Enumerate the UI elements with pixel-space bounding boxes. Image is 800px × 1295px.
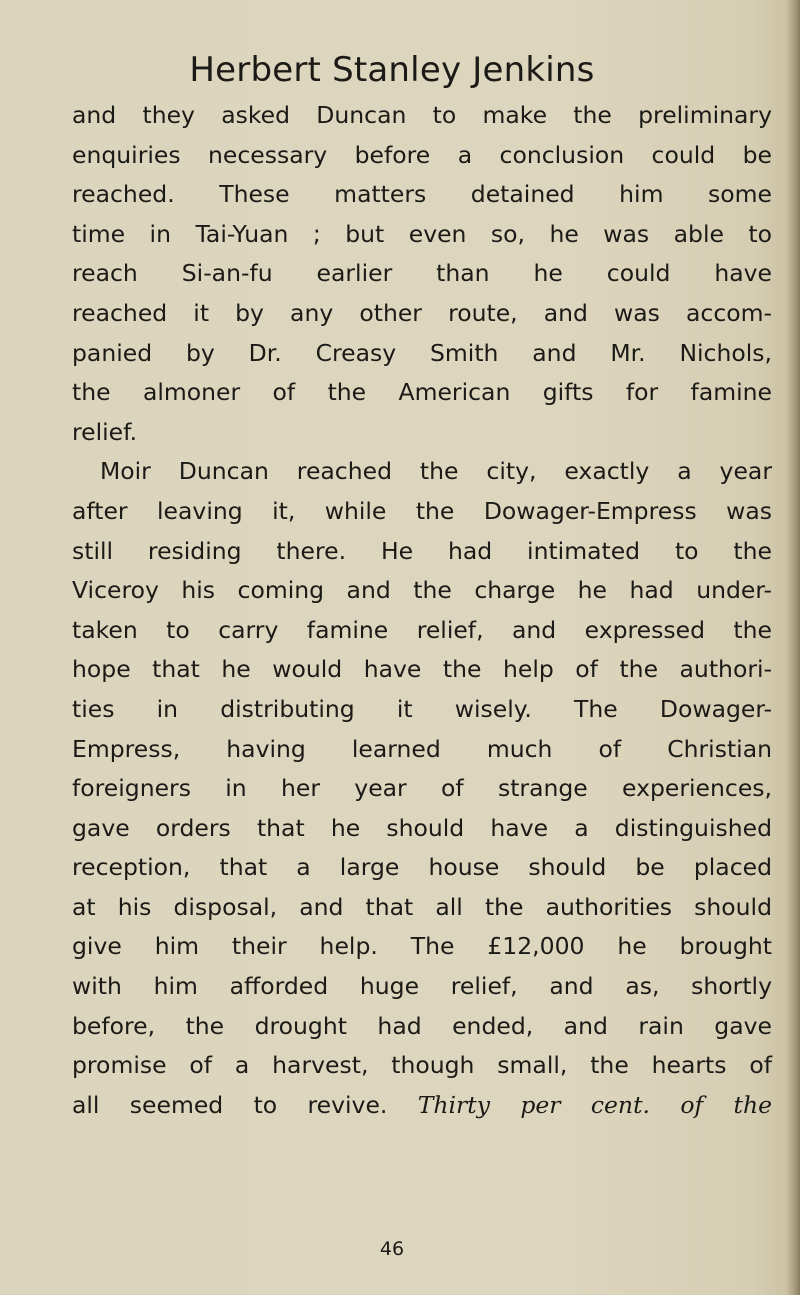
text-line: after leaving it, while the Dowager-Empress was [72,496,772,525]
running-head: Herbert Stanley Jenkins [189,50,595,90]
text-line: time in Tai-Yuan ; but even so, he was able to [72,219,772,248]
text-line: gave orders that he should have a distinguished [72,813,772,842]
body-text [72,96,772,1125]
text-line: before, the drought had ended, and rain gave [72,1011,772,1040]
page-edge-shadow [786,0,800,1295]
text-line: reception, that a large house should be placed [72,853,772,882]
text-line: reach Si-an-fu earlier than he could have [72,259,772,288]
text-line: reached. These matters detained him some [72,180,772,209]
text-line: and they asked Duncan to make the preliminary [72,101,772,129]
text-line: with him afforded huge relief, and as, shortly [72,972,772,1001]
text-line: Viceroy his coming and the charge he had under- [72,576,772,605]
text-line: still residing there. He had intimated to the [72,536,772,565]
text-line: at his disposal, and that all the authorities should [72,892,772,921]
text-line: relief. [72,417,138,446]
text-line: taken to carry famine relief, and expressed the [72,615,772,644]
page-number: 46 [379,1238,405,1260]
text-line: Empress, having learned much of Christian [72,734,772,763]
text-line-final [72,1086,772,1126]
text-line: give him their help. The £12,000 he brought [72,932,772,961]
text-line: enquiries necessary before a conclusion could be [72,140,772,169]
text-line: promise of a harvest, though small, the hearts of [72,1051,772,1080]
text-line: the almoner of the American gifts for famine [72,378,772,407]
text-line: ties in distributing it wisely. The Dowager- [72,694,772,723]
text-line: hope that he would have the help of the authori- [72,655,772,684]
text-line: foreigners in her year of strange experiences, [72,774,772,803]
final-line-italic: Thirty per cent. of the [417,1090,772,1119]
text-line: panied by Dr. Creasy Smith and Mr. Nichols, [72,338,772,367]
final-line-plain: all seemed to revive. [72,1090,418,1119]
text-line: reached it by any other route, and was accom- [72,298,772,327]
text-line: Moir Duncan reached the city, exactly a year [100,457,772,486]
